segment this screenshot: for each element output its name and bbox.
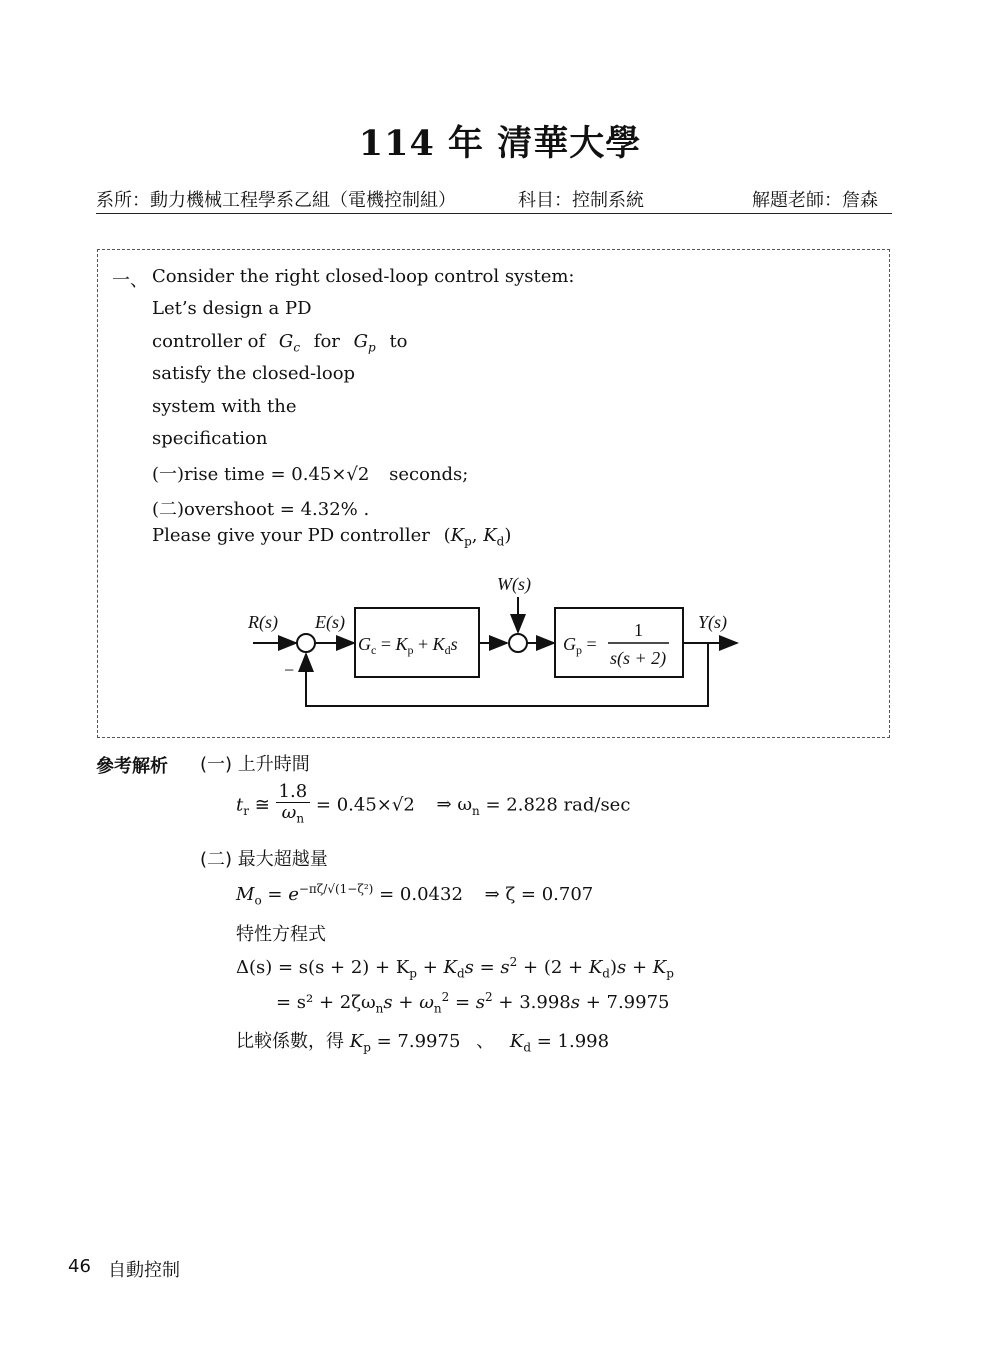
page-number: 46 [68, 1256, 91, 1277]
spec-rise-time: (一)rise time = 0.45×√2 seconds; [152, 464, 469, 485]
gp-numerator: 1 [634, 620, 643, 640]
summing-junction-2 [509, 634, 527, 652]
page-title: 114 年 清華大學 [358, 123, 642, 164]
gp-denominator: s(s + 2) [610, 648, 667, 668]
question-line: satisfy the closed-loop [152, 363, 356, 384]
question-line: system with the [152, 396, 297, 417]
question-line: Let’s design a PD [152, 298, 312, 319]
question-line: Please give your PD controller ($K_p$, $K_d$) [152, 525, 512, 549]
question-line: Consider the right closed-loop control system: [152, 266, 575, 287]
summing-junction-1 [297, 634, 315, 652]
question-text: for [313, 331, 340, 352]
overshoot-equation: $M_o = e^{-\pi\zeta/√(1-\zeta^2)} = 0.0432$ ⇒ ζ = 0.707 [236, 882, 594, 908]
gp-text: $G_p$ = [563, 634, 597, 657]
gc-text: $G_c = K_p + K_ds$ [358, 634, 458, 657]
output-label: Y(s) [698, 612, 728, 632]
question-text: to [389, 331, 408, 352]
solution-part1: (一) 上升時間 [200, 754, 310, 775]
minus-sign: − [284, 660, 295, 680]
question-line: controller of $G_c$ for $G_p$ to [152, 331, 408, 355]
question-line: specification [152, 428, 268, 449]
subject-label: 科目：控制系統 [518, 190, 644, 211]
char-equation: $\Delta(s) = s(s + 2) + K_p + K_ds = s^2 + (2 + K_d)s + K_p$ [236, 955, 674, 981]
solution-label: 參考解析 [96, 756, 168, 777]
input-label: R(s) [248, 612, 278, 632]
department-label: 系所：動力機械工程學系乙組（電機控制組） [96, 190, 456, 211]
question-text: controller of [152, 331, 266, 352]
char-eq-label: 特性方程式 [236, 924, 326, 945]
spec-overshoot: (二)overshoot = 4.32% . [152, 499, 370, 520]
result-line: 比較係數，得 $K_p = 7.9975$ 、 $K_d = 1.998$ [236, 1031, 610, 1055]
question-number: 一、 [112, 270, 148, 291]
error-label: E(s) [315, 612, 345, 632]
solution-part2: (二) 最大超越量 [200, 849, 328, 870]
book-title: 自動控制 [108, 1260, 180, 1281]
disturbance-label: W(s) [497, 574, 531, 594]
rise-time-equation: $t_r$ ≅ $\frac{1.8}{\omega_n}$ = 0.45×√2 ⇒ $\omega_n = 2.828$ rad/sec [236, 781, 631, 826]
standard-form-equation: = $s^2 + 2\zeta\omega_ns + \omega_n^2 = s^2 + 3.998s + 7.9975$ [276, 990, 670, 1016]
teacher-label: 解題老師：詹森 [752, 190, 878, 211]
